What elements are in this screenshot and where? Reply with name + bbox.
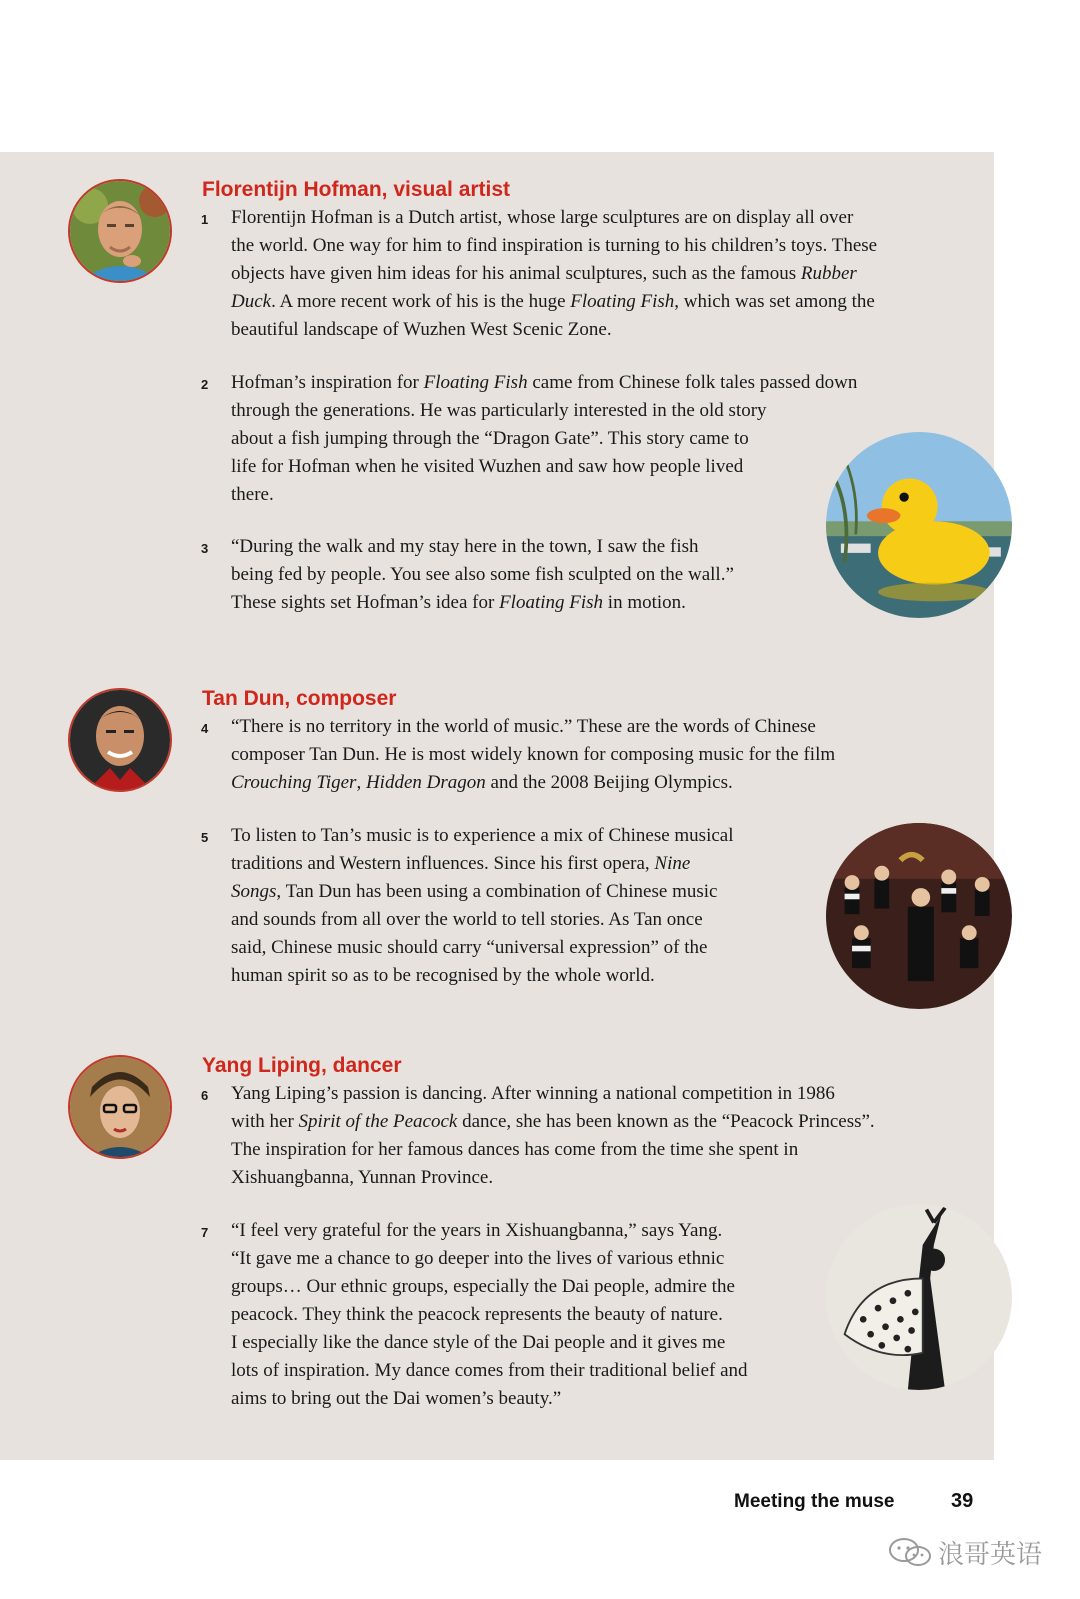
text-line: about a fish jumping through the “Dragon Gate”. This story came to	[231, 428, 749, 449]
text-line: Crouching Tiger, Hidden Dragon and the 2008 Beijing Olympics.	[231, 772, 733, 793]
text-line: “There is no territory in the world of music.” These are the words of Chinese	[231, 716, 816, 737]
wechat-icon	[888, 1537, 932, 1567]
paragraph-1	[201, 204, 878, 344]
paragraph-number: 3	[201, 541, 209, 556]
text-line: there.	[231, 484, 274, 505]
paragraph-2	[201, 369, 858, 509]
text-line: the world. One way for him to find inspiration is turning to his children’s toys. These	[231, 235, 878, 256]
paragraph-6	[201, 1080, 875, 1192]
text-line: “I feel very grateful for the years in Xishuangbanna,” says Yang.	[231, 1220, 723, 1241]
text-line: “It gave me a chance to go deeper into the lives of various ethnic	[231, 1248, 725, 1269]
avatar-tan-dun	[68, 688, 172, 792]
page-number: 39	[951, 1490, 974, 1512]
text-line: peacock. They think the peacock represents the beauty of nature.	[231, 1304, 723, 1325]
paragraph-3	[201, 533, 734, 617]
text-line: I especially like the dance style of the Dai people and it gives me	[231, 1332, 726, 1353]
paragraph-text	[231, 1217, 748, 1413]
text-line: “During the walk and my stay here in the town, I saw the fish	[231, 536, 699, 557]
text-line: Yang Liping’s passion is dancing. After winning a national competition in 1986	[231, 1083, 835, 1104]
heading-tan-dun: Tan Dun, composer	[202, 687, 397, 710]
text-line: through the generations. He was particularly interested in the old story	[231, 400, 767, 421]
watermark	[888, 1535, 1042, 1569]
paragraph-7	[201, 1217, 748, 1413]
paragraph-number: 7	[201, 1225, 209, 1240]
paragraph-number: 6	[201, 1088, 209, 1103]
text-line: aims to bring out the Dai women’s beauty.”	[231, 1388, 562, 1409]
text-line: being fed by people. You see also some fish sculpted on the wall.”	[231, 564, 734, 585]
text-line: composer Tan Dun. He is most widely known for composing music for the film	[231, 744, 836, 765]
text-line: These sights set Hofman’s idea for Floating Fish in motion.	[231, 592, 686, 613]
text-line: Songs, Tan Dun has been using a combination of Chinese music	[231, 881, 718, 902]
orchestra-photo	[826, 823, 1012, 1009]
paragraph-number: 4	[201, 721, 209, 736]
paragraph-5	[201, 822, 734, 990]
paragraph-number: 2	[201, 377, 209, 392]
paragraph-text	[231, 204, 877, 344]
avatar-yang-liping	[68, 1055, 172, 1159]
paragraph-text	[231, 533, 734, 617]
paragraph-text	[231, 369, 857, 509]
text-line: said, Chinese music should carry “universal expression” of the	[231, 937, 708, 958]
text-line: human spirit so as to be recognised by the whole world.	[231, 965, 655, 986]
text-line: Florentijn Hofman is a Dutch artist, whose large sculptures are on display all over	[231, 207, 854, 228]
avatar-florentijn-hofman	[68, 179, 172, 283]
text-line: Xishuangbanna, Yunnan Province.	[231, 1167, 494, 1188]
text-line: life for Hofman when he visited Wuzhen and saw how people lived	[231, 456, 744, 477]
text-line: Duck. A more recent work of his is the huge Floating Fish, which was set among the	[231, 291, 875, 312]
paragraph-text	[231, 1080, 875, 1192]
text-line: The inspiration for her famous dances has come from the time she spent in	[231, 1139, 799, 1160]
paragraph-text	[231, 822, 734, 990]
paragraph-number: 1	[201, 212, 209, 227]
text-line: Hofman’s inspiration for Floating Fish came from Chinese folk tales passed down	[231, 372, 858, 393]
paragraph-4	[201, 713, 836, 797]
heading-florentijn-hofman: Florentijn Hofman, visual artist	[202, 178, 511, 201]
paragraph-number: 5	[201, 830, 209, 845]
heading-yang-liping: Yang Liping, dancer	[202, 1054, 402, 1077]
text-line: traditions and Western influences. Since his first opera, Nine	[231, 853, 691, 874]
rubber-duck-photo	[826, 432, 1012, 618]
text-line: groups… Our ethnic groups, especially the Dai people, admire the	[231, 1276, 735, 1297]
peacock-dancer-photo	[826, 1204, 1012, 1390]
text-line: objects have given him ideas for his animal sculptures, such as the famous Rubber	[231, 263, 857, 284]
watermark-text: 浪哥英语	[938, 1539, 1043, 1570]
text-line: beautiful landscape of Wuzhen West Scenic Zone.	[231, 319, 612, 340]
text-line: lots of inspiration. My dance comes from their traditional belief and	[231, 1360, 748, 1381]
footer-title: Meeting the muse	[734, 1491, 895, 1512]
text-line: To listen to Tan’s music is to experience a mix of Chinese musical	[231, 825, 734, 846]
text-line: with her Spirit of the Peacock dance, she has been known as the “Peacock Princess”.	[231, 1111, 875, 1132]
text-line: and sounds from all over the world to tell stories. As Tan once	[231, 909, 703, 930]
paragraph-text	[231, 713, 835, 797]
